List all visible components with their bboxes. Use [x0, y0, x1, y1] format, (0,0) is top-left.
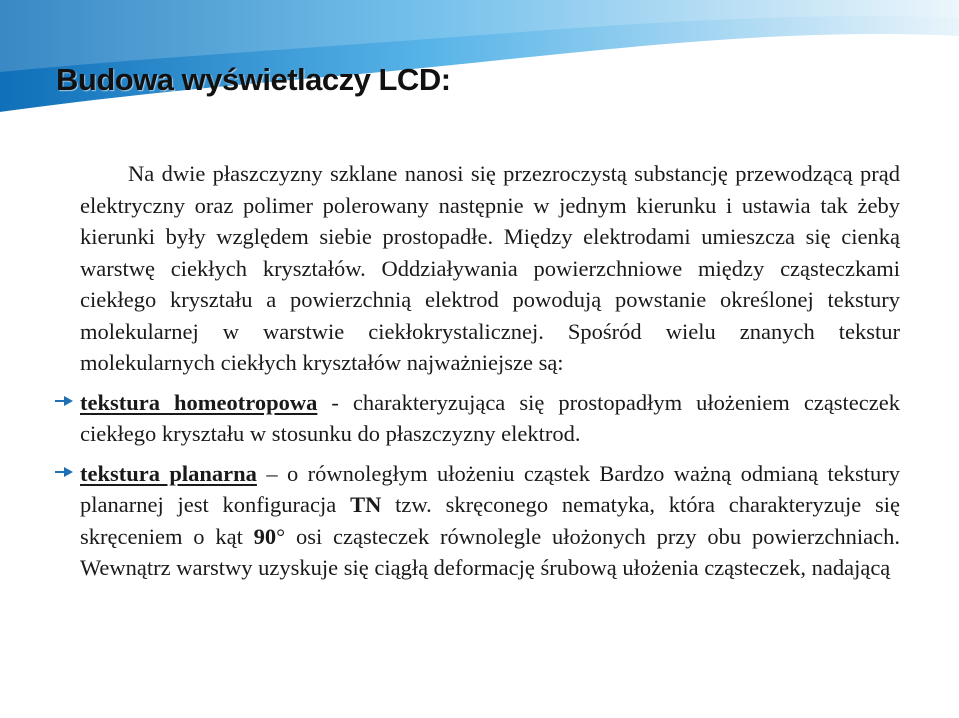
arrow-right-icon: [54, 394, 74, 408]
term-planar: tekstura planarna: [80, 460, 257, 486]
bullet-item-planar: [80, 458, 900, 584]
bullet-text: - charakteryzująca się prostopadłym ułożeniem cząsteczek ciekłego kryształu w stosunku do płaszczyzny elektrod.: [80, 389, 901, 446]
arrow-right-icon: [54, 465, 74, 479]
bullet-item-homeotropic: [80, 387, 900, 450]
term-homeotropic: tekstura homeotropowa: [80, 389, 318, 415]
content-body: [80, 158, 900, 584]
page-title: Budowa wyświetlaczy LCD:: [56, 62, 451, 97]
emphasis-angle: 90: [253, 523, 277, 549]
emphasis-tn: TN: [350, 492, 382, 517]
bullet-text-a: – o równoległym ułożeniu cząstek Bardzo ważną odmianą tekstury planarnej jest konfiguracja: [80, 460, 900, 517]
intro-paragraph: Na dwie płaszczyzny szklane nanosi się przezroczystą substancję przewodzącą prąd elektryczny oraz polimer polerowany następnie w jednym kierunku i ustawia tak żeby kierunki były względem siebie prostopadłe. Między elektrodami umieszcza się cienką warstwę ciekłych kryształów. Oddziaływania powierzchniowe między cząsteczkami ciekłego kryształu a powierzchnią elektrod powodują powstanie określonej tekstury molekularnej w warstwie ciekłokrystalicznej. Spośród wielu znanych tekstur molekularnych ciekłych kryształów najważniejsze są:: [80, 161, 900, 375]
bullet-text-c: ° osi cząsteczek równolegle ułożonych przy obu powierzchniach. Wewnątrz warstwy uzyskuje się ciągłą deformację śrubową ułożenia cząsteczek, nadającą: [80, 523, 900, 580]
bullet-text-b: tzw. skręconego nematyka, która charakteryzuje się skręceniem o kąt: [80, 492, 901, 549]
